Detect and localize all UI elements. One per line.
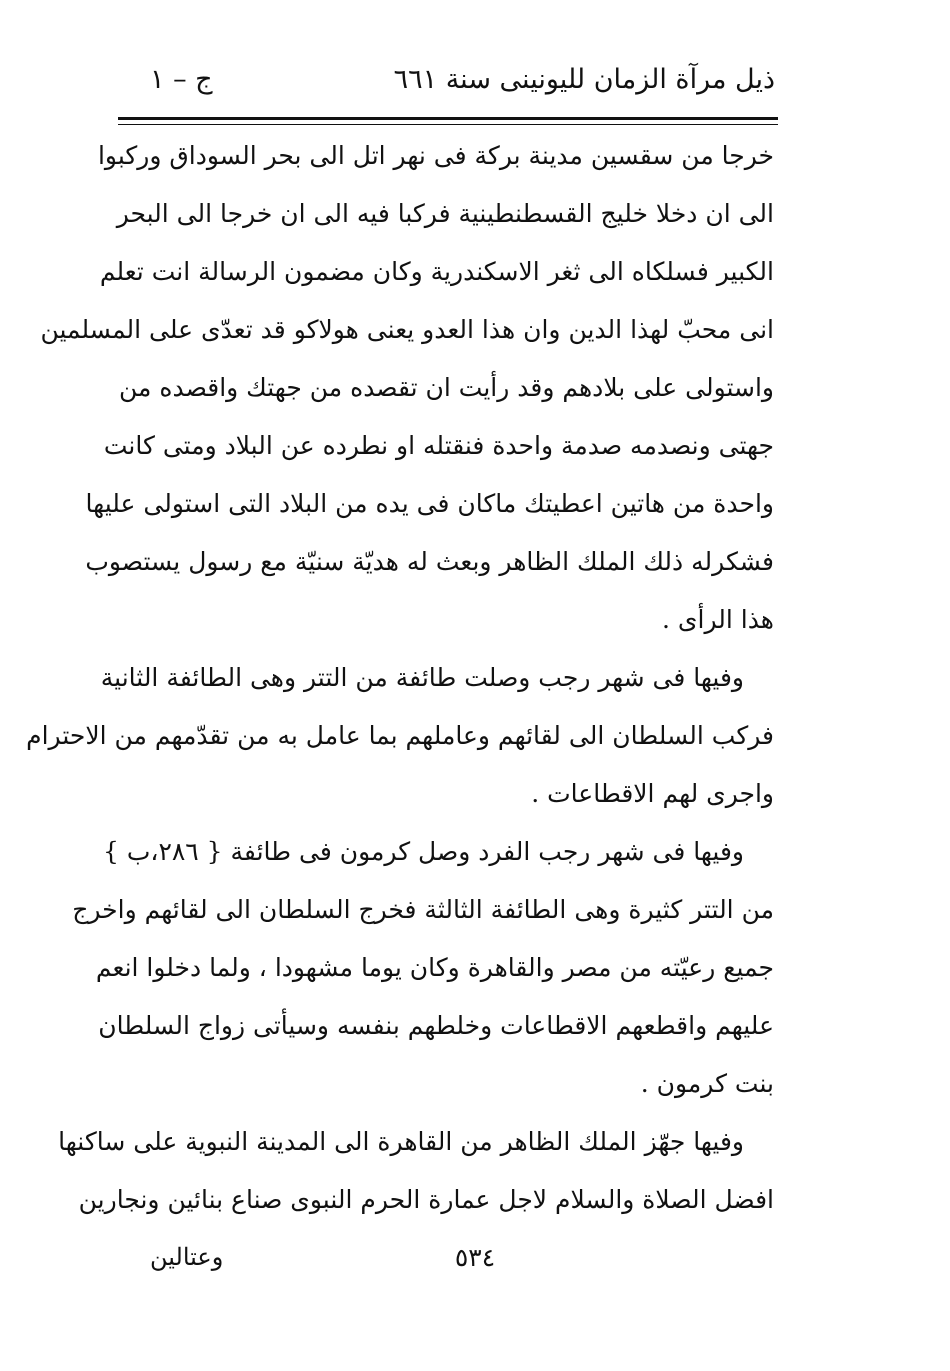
text-line: فركب السلطان الى لقائهم وعاملهم بما عامل به من تقدّمهم من الاحترام: [26, 721, 774, 750]
text-line: وفيها فى شهر رجب وصلت طائفة من التتر وهى الطائفة الثانية: [100, 663, 744, 692]
paragraph-4: [58, 1113, 774, 1229]
header-title: ذيل مرآة الزمان لليونينى سنة ٦٦١: [393, 64, 775, 95]
catchword: وعتالين: [150, 1243, 224, 1271]
text-line: وفيها جهّز الملك الظاهر من القاهرة الى المدينة النبوية على ساكنها: [58, 1127, 744, 1156]
text-line: واستولى على بلادهم وقد رأيت ان تقصده من جهتك واقصده من: [119, 373, 774, 402]
text-line: واجرى لهم الاقطاعات .: [531, 779, 774, 808]
text-line: الى ان دخلا خليج القسطنطينية فركبا فيه الى ان خرجا الى البحر: [116, 199, 774, 228]
text-line: وفيها فى شهر رجب الفرد وصل كرمون فى طائفة { ٢٨٦،ب }: [102, 837, 744, 866]
text-line: واحدة من هاتين اعطيتك ماكان فى يده من البلاد التى استولى عليها: [85, 489, 774, 518]
text-line: خرجا من سقسين مدينة بركة فى نهر اتل الى بحر السوداق وركبوا: [97, 141, 774, 170]
header-rule-thick: [118, 117, 778, 120]
text-line: هذا الرأى .: [662, 605, 774, 634]
text-line: الكبير فسلكاه الى ثغر الاسكندرية وكان مضمون الرسالة انت تعلم: [99, 257, 774, 286]
running-header: [120, 60, 775, 112]
header-volume-number: ج – ١: [150, 64, 213, 95]
text-line: انى محبّ لهذا الدين وان هذا العدو يعنى هولاكو قد تعدّى على المسلمين: [40, 315, 774, 344]
text-line: افضل الصلاة والسلام لاجل عمارة الحرم النبوى صناع بنائين ونجارين: [78, 1185, 774, 1214]
page-number: ٥٣٤: [454, 1243, 496, 1272]
paragraph-1: [40, 127, 774, 649]
text-line: جهتى ونصدمه صدمة واحدة فنقتله او نطرده عن البلاد ومتى كانت: [103, 431, 774, 460]
text-line: عليهم واقطعهم الاقطاعات وخلطهم بنفسه وسيأتى زواج السلطان: [98, 1011, 774, 1040]
text-line: بنت كرمون .: [640, 1069, 774, 1098]
paragraph-3: [72, 823, 774, 1113]
body-text: [26, 127, 774, 1229]
paragraph-2: [26, 649, 774, 823]
header-rule-thin: [118, 124, 778, 125]
text-line: فشكرله ذلك الملك الظاهر وبعث له هديّة سنيّة مع رسول يستصوب: [85, 547, 774, 576]
text-line: من التتر كثيرة وهى الطائفة الثالثة فخرج السلطان الى لقائهم واخرج: [72, 895, 774, 924]
text-line: جميع رعيّته من مصر والقاهرة وكان يوما مشهودا ، ولما دخلوا انعم: [95, 953, 774, 982]
